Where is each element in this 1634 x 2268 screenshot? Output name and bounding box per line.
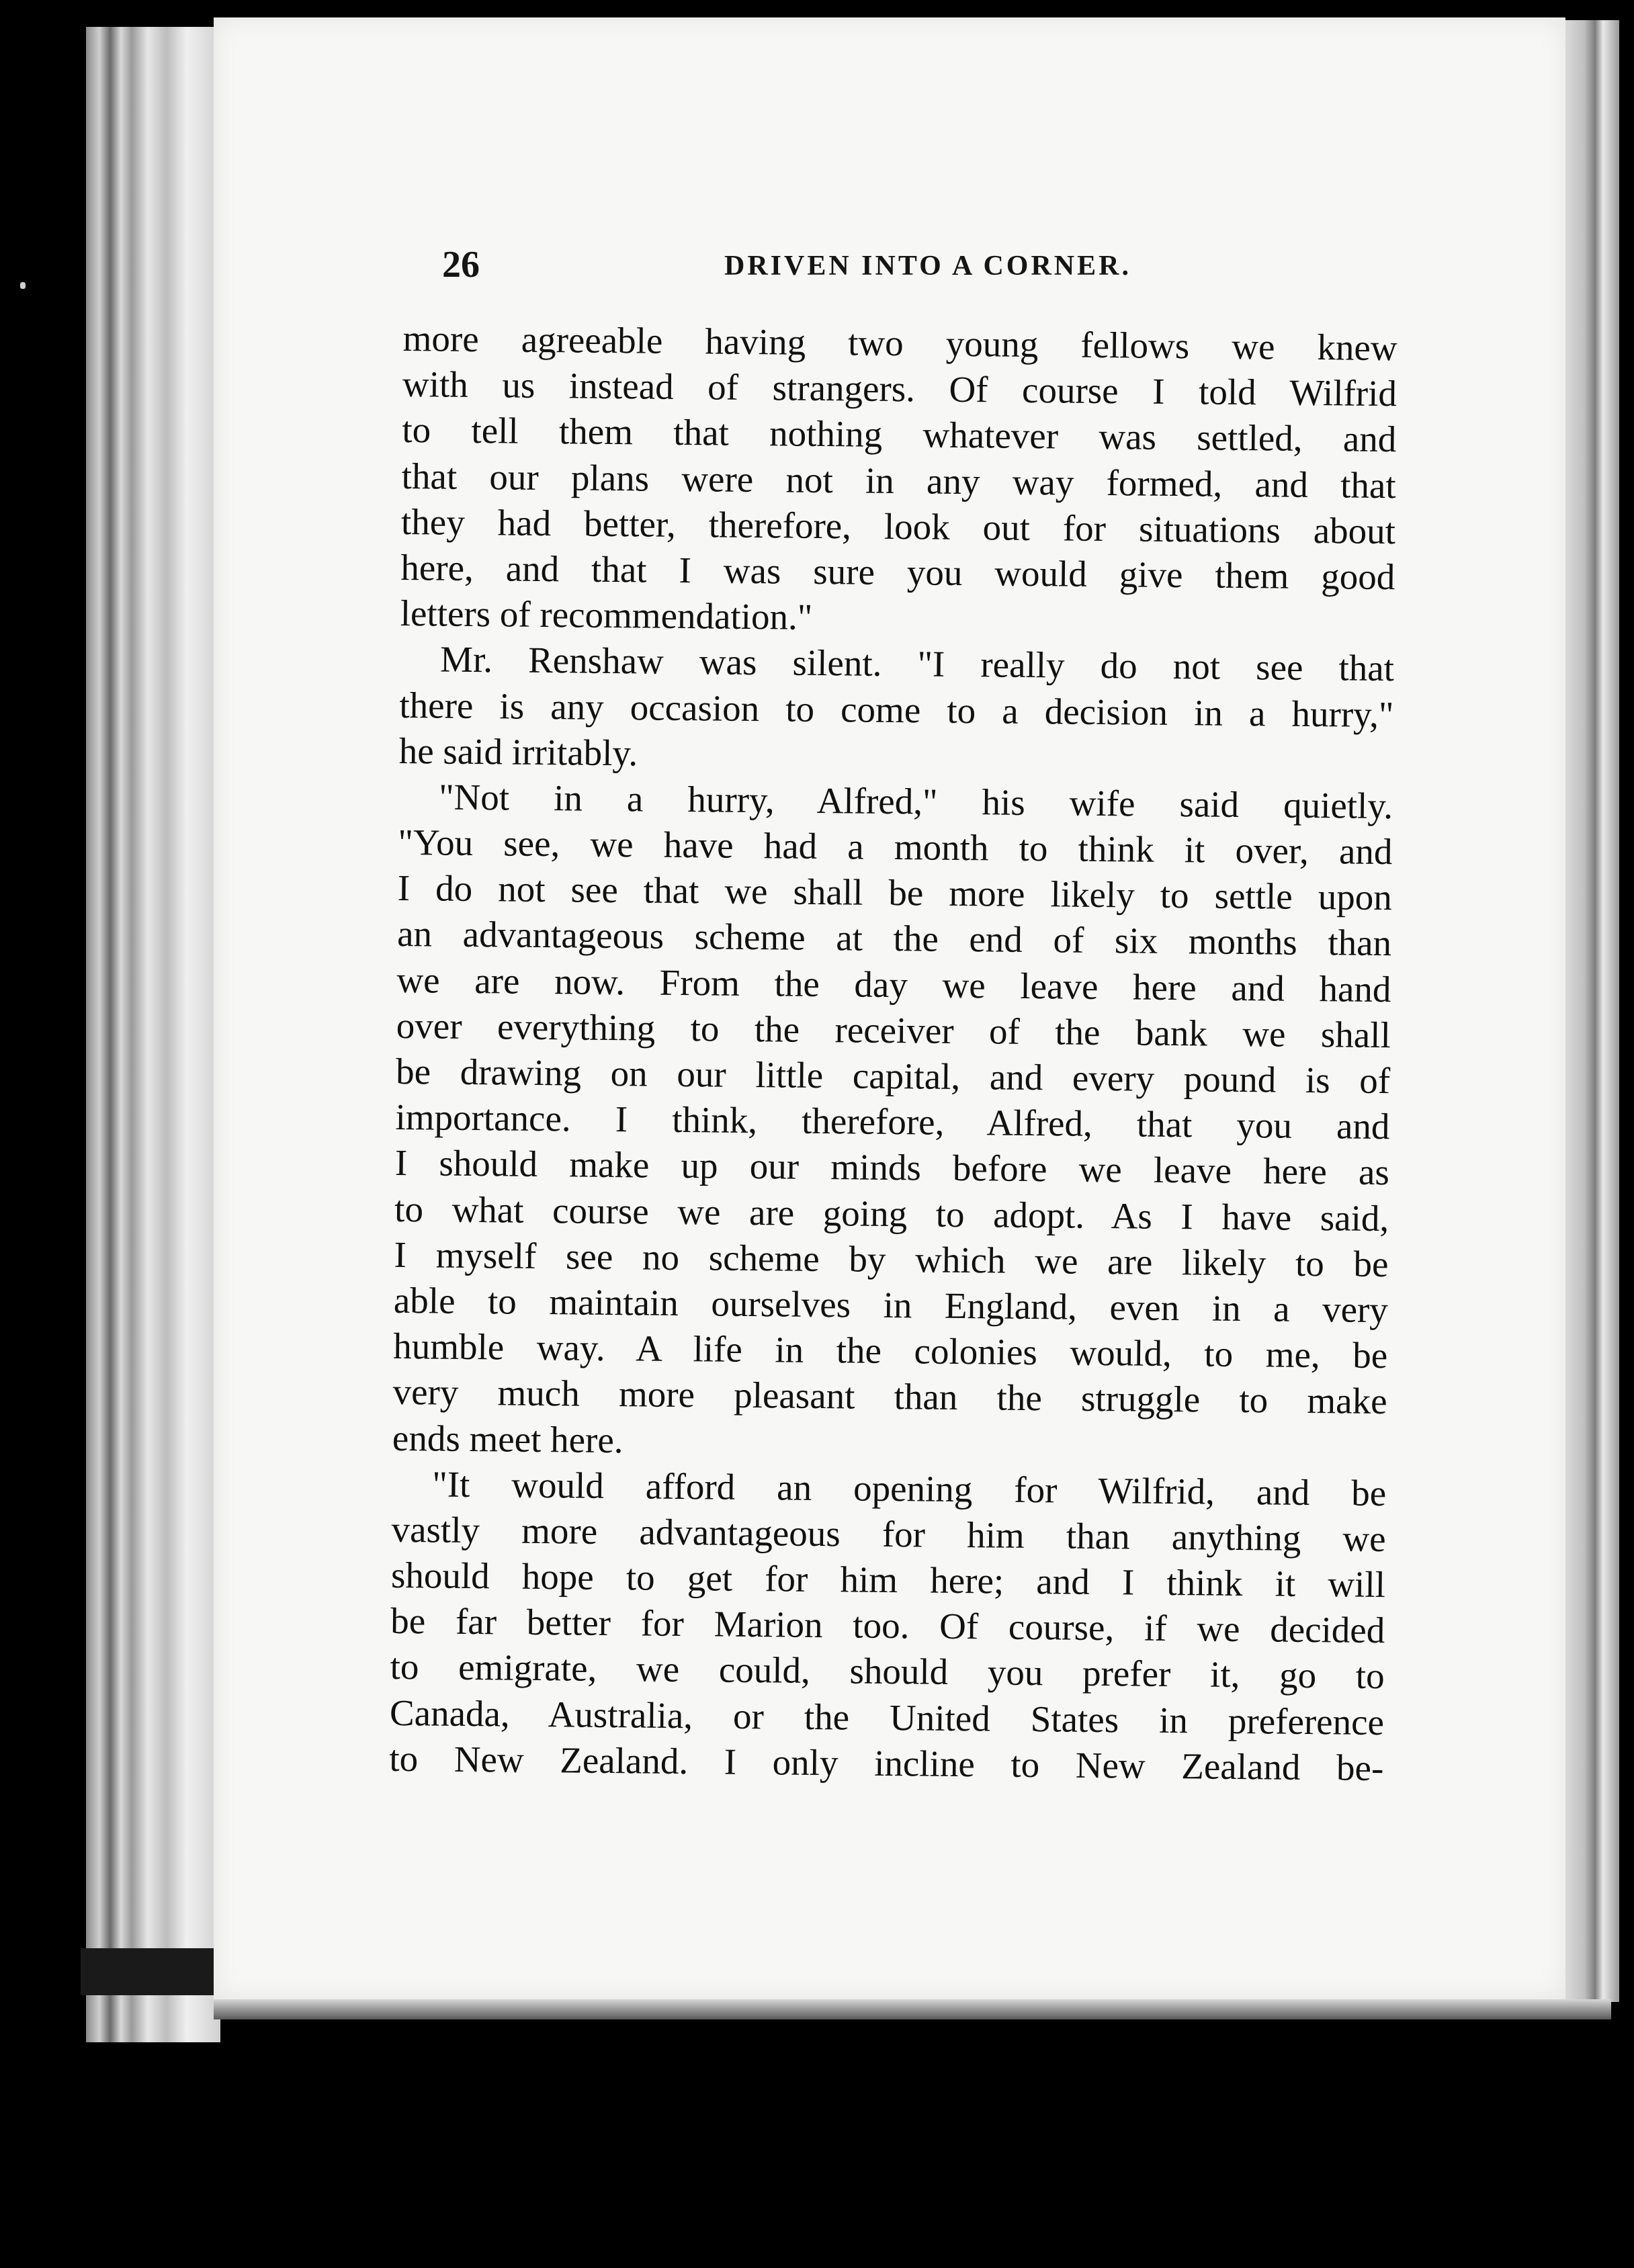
text-line: I myself see no scheme by which we are likely to be xyxy=(394,1233,1389,1284)
text-line: ends meet here. xyxy=(392,1417,624,1460)
text-line: be drawing on our little capital, and every pound is of xyxy=(395,1050,1391,1102)
left-page-edges xyxy=(86,27,220,2042)
text-line: to emigrate, we could, should you prefer it, go to xyxy=(390,1646,1385,1697)
text-line: Canada, Australia, or the United States in preference xyxy=(389,1692,1385,1743)
text-line: letters of recommendation." xyxy=(400,593,813,638)
text-line: I should make up our minds before we leave here as xyxy=(394,1142,1390,1193)
scan-speck xyxy=(20,282,26,289)
text-line: there is any occasion to come to a decision in a hurry," xyxy=(399,684,1394,735)
text-line: more agreeable having two young fellows we knew xyxy=(402,317,1398,369)
text-line: over everything to the receiver of the bank we shall xyxy=(396,1004,1391,1055)
page-header xyxy=(442,243,1383,304)
text-line: to New Zealand. I only incline to New Zealand be- xyxy=(389,1737,1384,1788)
text-line: to tell them that nothing whatever was settled, and xyxy=(402,409,1397,460)
bottom-page-edge xyxy=(214,1999,1611,2019)
text-line: very much more pleasant than the struggle to make xyxy=(392,1371,1387,1422)
text-line: he said irritably. xyxy=(398,730,638,774)
text-line: able to maintain ourselves in England, even in a very xyxy=(393,1279,1389,1331)
text-line: "You see, we have had a month to think it over, and xyxy=(398,822,1393,873)
body-text xyxy=(389,316,1398,1791)
running-head: DRIVEN INTO A CORNER. xyxy=(724,251,1131,281)
text-line: be far better for Marion too. Of course, if we decided xyxy=(390,1600,1385,1651)
text-line: an advantageous scheme at the end of six months than xyxy=(396,913,1392,964)
right-page-edge xyxy=(1565,20,1619,2002)
text-line: vastly more advantageous for him than anything we xyxy=(391,1508,1386,1559)
text-line: "Not in a hurry, Alfred," his wife said quietly. xyxy=(438,776,1393,827)
text-line: that our plans were not in any way formed, and that xyxy=(401,455,1396,506)
text-line: "It would afford an opening for Wilfrid, and be xyxy=(432,1463,1387,1514)
text-line: importance. I think, therefore, Alfred, that you and xyxy=(395,1096,1390,1147)
text-line: to what course we are going to adopt. As I have said, xyxy=(394,1188,1389,1239)
text-line: should hope to get for him here; and I think it will xyxy=(390,1554,1386,1606)
text-line: humble way. A life in the colonies would, to me, be xyxy=(392,1325,1388,1377)
text-line: I do not see that we shall be more likely to settle upon xyxy=(397,867,1393,918)
left-shadow xyxy=(81,1948,228,1995)
text-line: here, and that I was sure you would give them good xyxy=(400,546,1395,598)
text-line: we are now. From the day we leave here and hand xyxy=(396,959,1391,1010)
page-number: 26 xyxy=(442,244,480,286)
text-line: Mr. Renshaw was silent. "I really do not see that xyxy=(439,638,1395,689)
text-line: they had better, therefore, look out for situations about xyxy=(400,500,1396,552)
text-line: with us instead of strangers. Of course I told Wilfrid xyxy=(402,363,1398,415)
